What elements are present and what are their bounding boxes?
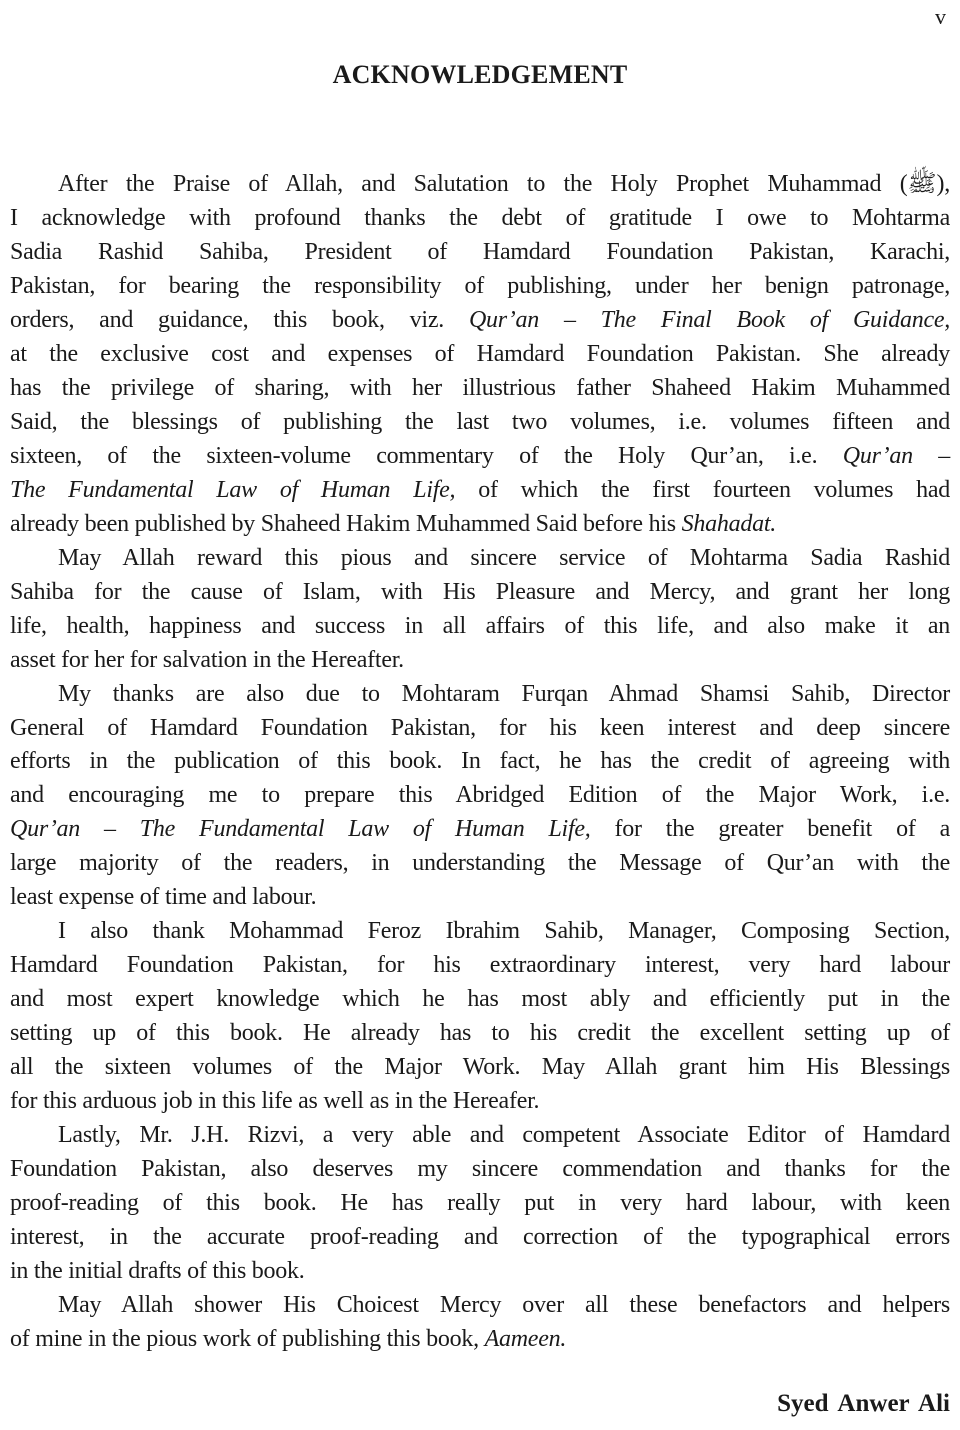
text: May Allah reward this pious and sincere service of Mohtarma Sadia Rashid xyxy=(58,544,950,571)
text: Said, the blessings of publishing the last two volumes, i.e. volumes fifteen and xyxy=(10,408,950,435)
paragraph-line xyxy=(10,304,950,338)
paragraph-line xyxy=(10,474,950,508)
text: I acknowledge with profound thanks the debt of gratitude I owe to Mohtarma xyxy=(10,204,950,231)
page-title: ACKNOWLEDGEMENT xyxy=(332,60,628,89)
paragraph-line xyxy=(10,1187,950,1221)
paragraph-line xyxy=(10,202,950,236)
text: orders, and guidance, this book, viz. xyxy=(10,306,469,333)
document-body xyxy=(10,168,950,1357)
paragraph-line xyxy=(10,542,950,576)
page-number: v xyxy=(935,4,946,29)
paragraph-line xyxy=(10,440,950,474)
text: asset for her for salvation in the Hereafter. xyxy=(10,646,404,673)
paragraph-line xyxy=(10,610,950,644)
paragraph-line xyxy=(10,236,950,270)
paragraph-line xyxy=(10,644,950,678)
text: at the exclusive cost and expenses of Hamdard Foundation Pakistan. She already xyxy=(10,340,950,367)
paragraph-line xyxy=(10,881,950,915)
text: After the Praise of Allah, and Salutation to the Holy Prophet Muhammad (ﷺ), xyxy=(58,171,950,197)
text: General of Hamdard Foundation Pakistan, for his keen interest and deep sincere xyxy=(10,714,950,741)
paragraph-line xyxy=(10,270,950,304)
paragraph-line xyxy=(10,813,950,847)
text: interest, in the accurate proof-reading and correction of the typographical errors xyxy=(10,1224,950,1251)
text: and most expert knowledge which he has most ably and efficiently put in the xyxy=(10,986,950,1013)
italic-text: Qur’an – The Final Book of Guidance, xyxy=(468,306,950,333)
text: already been published by Shaheed Hakim Muhammed Said before his xyxy=(10,510,682,537)
paragraph-line xyxy=(10,168,950,202)
text: Pakistan, for bearing the responsibility of publishing, under her benign patronage, xyxy=(10,272,950,299)
paragraph-line xyxy=(10,1085,950,1119)
text: and encouraging me to prepare this Abridged Edition of the Major Work, i.e. xyxy=(10,782,950,809)
paragraph-line xyxy=(10,338,950,372)
text: setting up of this book. He already has to his credit the excellent setting up of xyxy=(10,1020,950,1047)
text: Lastly, Mr. J.H. Rizvi, a very able and competent Associate Editor of Hamdard xyxy=(58,1122,950,1149)
text: life, health, happiness and success in all affairs of this life, and also make it an xyxy=(10,612,950,639)
paragraph-line xyxy=(10,1255,950,1289)
text: has the privilege of sharing, with her illustrious father Shaheed Hakim Muhammed xyxy=(10,374,950,401)
paragraph-line xyxy=(10,915,950,949)
text: Foundation Pakistan, also deserves my sincere commendation and thanks for the xyxy=(10,1156,950,1183)
text: for the greater benefit of a xyxy=(590,816,950,843)
paragraph-line xyxy=(10,1017,950,1051)
text: I also thank Mohammad Feroz Ibrahim Sahib, Manager, Composing Section, xyxy=(58,918,950,945)
text: of which the first fourteen volumes had xyxy=(455,476,950,503)
text: My thanks are also due to Mohtaram Furqan Ahmad Shamsi Sahib, Director xyxy=(58,680,950,707)
paragraph-line xyxy=(10,576,950,610)
text: efforts in the publication of this book. In fact, he has the credit of agreeing with xyxy=(10,748,950,775)
text: least expense of time and labour. xyxy=(10,884,317,911)
paragraph-line xyxy=(10,745,950,779)
text: proof-reading of this book. He has really put in very hard labour, with keen xyxy=(10,1190,950,1217)
paragraph-line xyxy=(10,983,950,1017)
paragraph-line xyxy=(10,1323,950,1357)
paragraph-line xyxy=(10,847,950,881)
text: for this arduous job in this life as well as in the Hereafer. xyxy=(10,1088,540,1115)
italic-text: Qur’an – The Fundamental Law of Human Life, xyxy=(10,816,591,843)
text: sixteen, of the sixteen-volume commentary of the Holy Qur’an, i.e. xyxy=(10,442,843,469)
italic-text: Aameen. xyxy=(484,1325,567,1352)
paragraph-line xyxy=(10,372,950,406)
paragraph-line xyxy=(10,1051,950,1085)
italic-text: Qur’an – xyxy=(842,442,951,469)
text: of mine in the pious work of publishing this book, xyxy=(10,1325,485,1352)
paragraph-line xyxy=(10,1221,950,1255)
text: in the initial drafts of this book. xyxy=(10,1258,305,1284)
paragraph-line xyxy=(10,1153,950,1187)
signature: Syed Anwer Ali xyxy=(777,1390,950,1417)
paragraph-line xyxy=(10,949,950,983)
text: Sahiba for the cause of Islam, with His Pleasure and Mercy, and grant her long xyxy=(10,578,950,605)
paragraph-line xyxy=(10,678,950,712)
text: May Allah shower His Choicest Mercy over all these benefactors and helpers xyxy=(58,1291,950,1318)
paragraph-line xyxy=(10,712,950,746)
text: Sadia Rashid Sahiba, President of Hamdard Foundation Pakistan, Karachi, xyxy=(10,238,950,265)
text: all the sixteen volumes of the Major Work. May Allah grant him His Blessings xyxy=(10,1054,950,1081)
paragraph-line xyxy=(10,406,950,440)
italic-text: The Fundamental Law of Human Life, xyxy=(10,476,456,503)
italic-text: Shahadat. xyxy=(681,510,776,537)
paragraph-line xyxy=(10,1119,950,1153)
text: large majority of the readers, in understanding the Message of Qur’an with the xyxy=(10,850,950,877)
paragraph-line xyxy=(10,508,950,542)
paragraph-line xyxy=(10,1289,950,1323)
text: Hamdard Foundation Pakistan, for his extraordinary interest, very hard labour xyxy=(10,952,950,979)
paragraph-line xyxy=(10,779,950,813)
